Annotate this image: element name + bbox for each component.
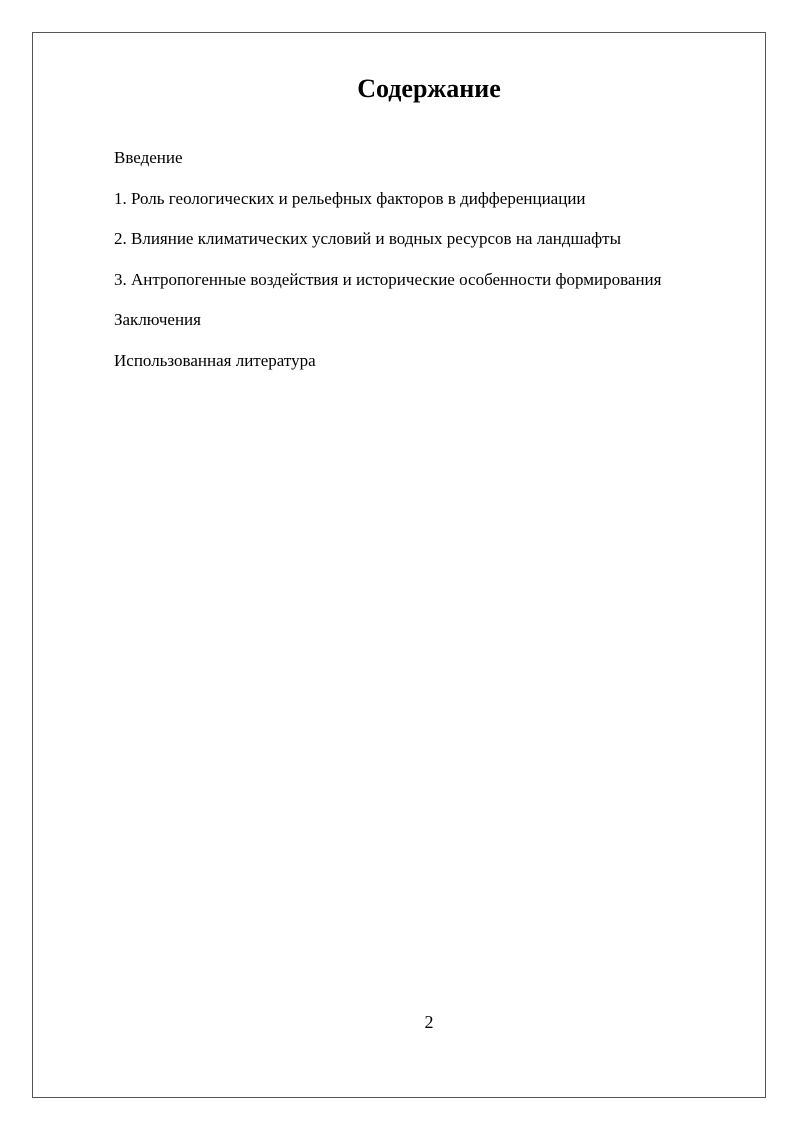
toc-item-chapter-3: 3. Антропогенные воздействия и исторические особенности формирования [114, 269, 662, 289]
toc-item-conclusion: Заключения [114, 310, 201, 329]
toc-item-chapter-2: 2. Влияние климатических условий и водных ресурсов на ландшафты [114, 229, 621, 248]
page-title: Содержание [357, 74, 501, 103]
toc-item-references: Использованная литература [114, 350, 316, 370]
toc-item-introduction: Введение [114, 148, 183, 167]
page-number: 2 [424, 1012, 434, 1032]
table-of-contents [114, 146, 754, 389]
toc-item-chapter-1: 1. Роль геологических и рельефных факторов в дифференциации [114, 188, 586, 208]
